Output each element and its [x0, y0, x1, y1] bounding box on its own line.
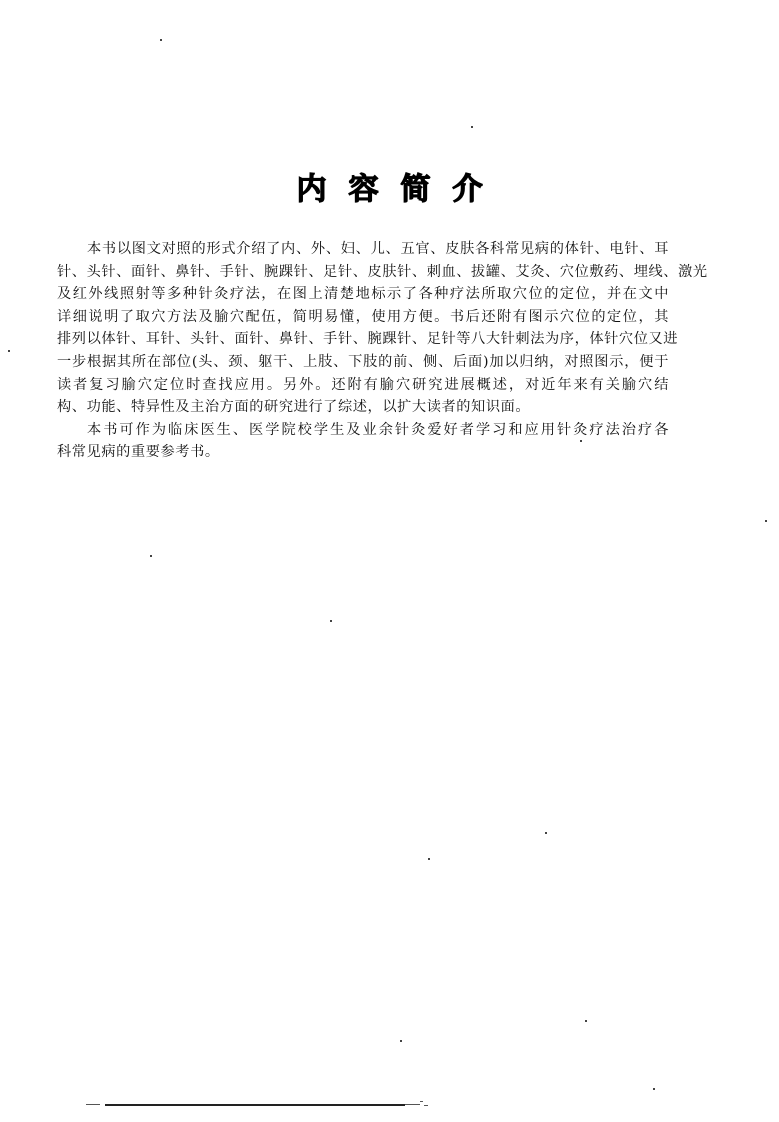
scan-speck — [653, 1088, 655, 1090]
scan-speck — [400, 1040, 402, 1042]
footer-rule-dash — [405, 1104, 420, 1105]
footer-rule-dash — [86, 1104, 100, 1105]
text-line: 读者复习腧穴定位时查找应用。另外。还附有腧穴研究进展概述，对近年来有关腧穴结 — [57, 376, 669, 393]
paragraph-1 — [57, 238, 708, 419]
text-line: 本书以图文对照的形式介绍了内、外、妇、儿、五官、皮肤各科常见病的体针、电针、耳 — [87, 241, 669, 257]
scan-speck — [585, 1020, 587, 1022]
footer-rule-dash — [424, 1105, 428, 1106]
text-line: 排列以体针、耳针、头针、面针、鼻针、手针、腕踝针、足针等八大针刺法为序，体针穴位又进 — [57, 331, 679, 348]
text-line: 及红外线照射等多种针灸疗法，在图上清楚地标示了各种疗法所取穴位的定位，并在文中 — [57, 286, 669, 303]
scan-speck — [471, 126, 473, 128]
scan-speck — [8, 350, 10, 352]
introduction-body — [57, 238, 708, 464]
text-line: 科常见病的重要参考书。 — [57, 444, 220, 461]
text-line: 针、头针、面针、鼻针、手针、腕踝针、足针、皮肤针、刺血、拔罐、艾灸、穴位敷药、埋线、激光 — [57, 263, 708, 280]
text-line: 构、功能、特异性及主治方面的研究进行了综述，以扩大读者的知识面。 — [57, 399, 531, 416]
scan-speck — [160, 39, 162, 41]
scan-speck — [428, 858, 430, 860]
scan-speck — [765, 520, 767, 522]
scan-speck — [150, 555, 152, 557]
text-line: 详细说明了取穴方法及腧穴配伍，简明易懂，使用方便。书后还附有图示穴位的定位，其 — [57, 308, 669, 325]
paragraph-2 — [57, 419, 669, 464]
text-line: 一步根据其所在部位(头、颈、躯干、上肢、下肢的前、侧、后面)加以归纳，对照图示，便于 — [57, 353, 669, 370]
text-line: 本书可作为临床医生、医学院校学生及业余针灸爱好者学习和应用针灸疗法治疗各 — [87, 421, 669, 438]
scan-speck — [545, 832, 547, 834]
scan-speck — [580, 440, 582, 442]
footer-rule-dash — [420, 1101, 423, 1102]
page-title: 内容简介 — [296, 172, 505, 207]
footer-rule — [105, 1104, 405, 1106]
scan-speck — [330, 620, 332, 622]
